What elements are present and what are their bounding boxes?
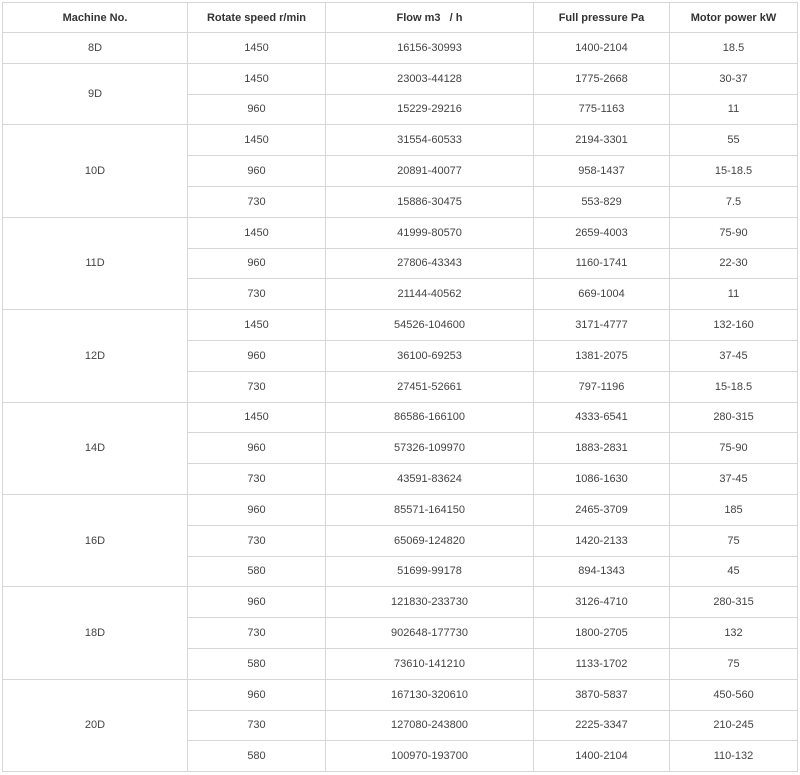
table-row (3, 587, 798, 618)
fan-spec-table (2, 2, 798, 772)
rotate-speed-cell: 960 (188, 587, 326, 618)
machine-no-cell: 20D (3, 679, 188, 771)
motor-power-cell: 110-132 (670, 741, 798, 772)
rotate-speed-cell: 960 (188, 433, 326, 464)
flow-cell: 15229-29216 (326, 94, 534, 125)
rotate-speed-cell: 730 (188, 186, 326, 217)
motor-power-cell: 15-18.5 (670, 156, 798, 187)
motor-power-cell: 18.5 (670, 33, 798, 64)
full-pressure-cell: 1883-2831 (534, 433, 670, 464)
rotate-speed-cell: 1450 (188, 33, 326, 64)
table-row (3, 402, 798, 433)
motor-power-cell: 450-560 (670, 679, 798, 710)
full-pressure-cell: 894-1343 (534, 556, 670, 587)
rotate-speed-cell: 580 (188, 556, 326, 587)
full-pressure-cell: 3126-4710 (534, 587, 670, 618)
full-pressure-cell: 1160-1741 (534, 248, 670, 279)
motor-power-cell: 75 (670, 525, 798, 556)
full-pressure-cell: 1086-1630 (534, 464, 670, 495)
flow-cell: 121830-233730 (326, 587, 534, 618)
flow-cell: 36100-69253 (326, 340, 534, 371)
flow-cell: 54526-104600 (326, 310, 534, 341)
full-pressure-cell: 1400-2104 (534, 741, 670, 772)
rotate-speed-cell: 960 (188, 494, 326, 525)
motor-power-cell: 11 (670, 94, 798, 125)
flow-cell: 51699-99178 (326, 556, 534, 587)
full-pressure-cell: 1775-2668 (534, 63, 670, 94)
rotate-speed-cell: 1450 (188, 125, 326, 156)
rotate-speed-cell: 960 (188, 94, 326, 125)
full-pressure-cell: 1800-2705 (534, 618, 670, 649)
rotate-speed-cell: 1450 (188, 402, 326, 433)
flow-cell: 100970-193700 (326, 741, 534, 772)
rotate-speed-cell: 580 (188, 648, 326, 679)
table-row (3, 310, 798, 341)
rotate-speed-cell: 1450 (188, 63, 326, 94)
motor-power-cell: 11 (670, 279, 798, 310)
motor-power-cell: 210-245 (670, 710, 798, 741)
full-pressure-cell: 2659-4003 (534, 217, 670, 248)
flow-cell: 27451-52661 (326, 371, 534, 402)
flow-cell: 57326-109970 (326, 433, 534, 464)
full-pressure-cell: 3171-4777 (534, 310, 670, 341)
motor-power-cell: 30-37 (670, 63, 798, 94)
full-pressure-cell: 797-1196 (534, 371, 670, 402)
flow-cell: 20891-40077 (326, 156, 534, 187)
rotate-speed-cell: 580 (188, 741, 326, 772)
flow-cell: 86586-166100 (326, 402, 534, 433)
machine-no-cell: 9D (3, 63, 188, 125)
motor-power-cell: 75-90 (670, 217, 798, 248)
motor-power-cell: 132-160 (670, 310, 798, 341)
motor-power-cell: 132 (670, 618, 798, 649)
full-pressure-cell: 3870-5837 (534, 679, 670, 710)
motor-power-cell: 45 (670, 556, 798, 587)
machine-no-cell: 8D (3, 33, 188, 64)
full-pressure-cell: 4333-6541 (534, 402, 670, 433)
header-machine-no: Machine No. (3, 3, 188, 33)
full-pressure-cell: 669-1004 (534, 279, 670, 310)
table-row (3, 33, 798, 64)
machine-no-cell: 18D (3, 587, 188, 679)
table-body (3, 33, 798, 772)
motor-power-cell: 7.5 (670, 186, 798, 217)
flow-cell: 15886-30475 (326, 186, 534, 217)
header-row (3, 3, 798, 33)
machine-no-cell: 14D (3, 402, 188, 494)
rotate-speed-cell: 730 (188, 618, 326, 649)
flow-cell: 73610-141210 (326, 648, 534, 679)
full-pressure-cell: 2194-3301 (534, 125, 670, 156)
full-pressure-cell: 1420-2133 (534, 525, 670, 556)
flow-cell: 43591-83624 (326, 464, 534, 495)
machine-no-cell: 10D (3, 125, 188, 217)
flow-cell: 167130-320610 (326, 679, 534, 710)
motor-power-cell: 185 (670, 494, 798, 525)
flow-cell: 27806-43343 (326, 248, 534, 279)
full-pressure-cell: 2465-3709 (534, 494, 670, 525)
flow-cell: 16156-30993 (326, 33, 534, 64)
rotate-speed-cell: 1450 (188, 217, 326, 248)
motor-power-cell: 55 (670, 125, 798, 156)
flow-cell: 21144-40562 (326, 279, 534, 310)
machine-no-cell: 11D (3, 217, 188, 309)
flow-cell: 127080-243800 (326, 710, 534, 741)
full-pressure-cell: 1133-1702 (534, 648, 670, 679)
full-pressure-cell: 553-829 (534, 186, 670, 217)
motor-power-cell: 280-315 (670, 587, 798, 618)
flow-cell: 31554-60533 (326, 125, 534, 156)
rotate-speed-cell: 730 (188, 279, 326, 310)
table-row (3, 217, 798, 248)
flow-cell: 902648-177730 (326, 618, 534, 649)
table-row (3, 125, 798, 156)
rotate-speed-cell: 730 (188, 371, 326, 402)
motor-power-cell: 75-90 (670, 433, 798, 464)
rotate-speed-cell: 960 (188, 340, 326, 371)
rotate-speed-cell: 960 (188, 248, 326, 279)
motor-power-cell: 75 (670, 648, 798, 679)
rotate-speed-cell: 730 (188, 525, 326, 556)
header-motor-power: Motor power kW (670, 3, 798, 33)
flow-cell: 41999-80570 (326, 217, 534, 248)
full-pressure-cell: 958-1437 (534, 156, 670, 187)
motor-power-cell: 280-315 (670, 402, 798, 433)
motor-power-cell: 37-45 (670, 340, 798, 371)
rotate-speed-cell: 730 (188, 710, 326, 741)
machine-no-cell: 16D (3, 494, 188, 586)
rotate-speed-cell: 1450 (188, 310, 326, 341)
flow-cell: 65069-124820 (326, 525, 534, 556)
table-header (3, 3, 798, 33)
full-pressure-cell: 1400-2104 (534, 33, 670, 64)
table-row (3, 63, 798, 94)
flow-cell: 85571-164150 (326, 494, 534, 525)
header-full-pressure: Full pressure Pa (534, 3, 670, 33)
full-pressure-cell: 2225-3347 (534, 710, 670, 741)
header-rotate-speed: Rotate speed r/min (188, 3, 326, 33)
flow-cell: 23003-44128 (326, 63, 534, 94)
rotate-speed-cell: 960 (188, 156, 326, 187)
rotate-speed-cell: 960 (188, 679, 326, 710)
motor-power-cell: 37-45 (670, 464, 798, 495)
full-pressure-cell: 1381-2075 (534, 340, 670, 371)
table-row (3, 494, 798, 525)
machine-no-cell: 12D (3, 310, 188, 402)
table-row (3, 679, 798, 710)
rotate-speed-cell: 730 (188, 464, 326, 495)
motor-power-cell: 15-18.5 (670, 371, 798, 402)
header-flow: Flow m3 / h (326, 3, 534, 33)
full-pressure-cell: 775-1163 (534, 94, 670, 125)
motor-power-cell: 22-30 (670, 248, 798, 279)
